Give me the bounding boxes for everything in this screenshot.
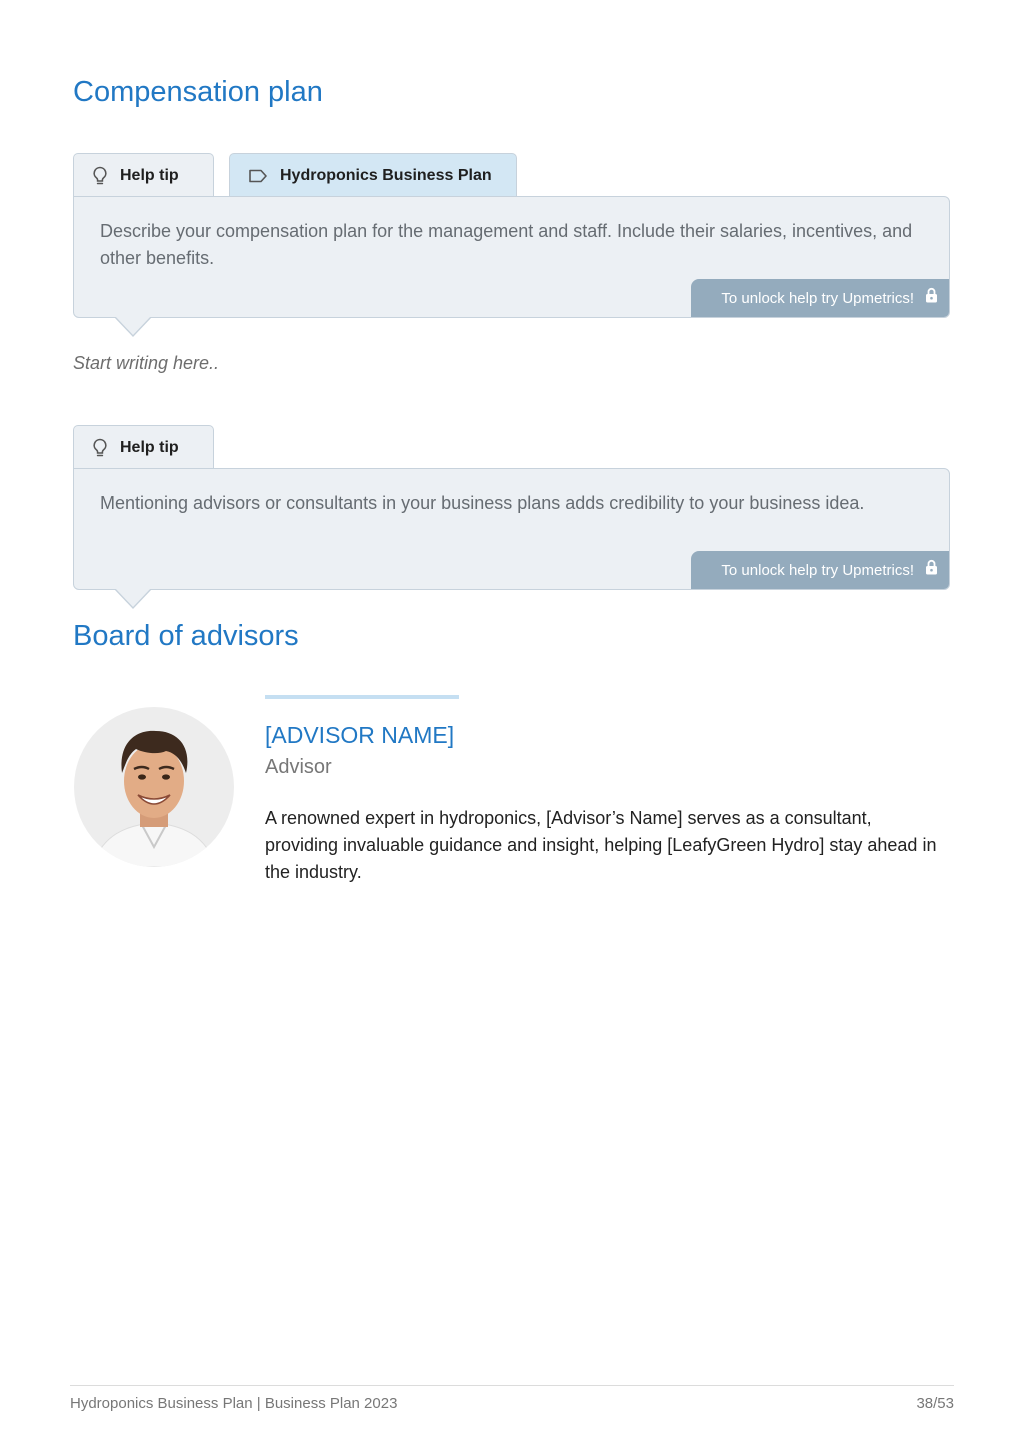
help-tip-box [73,196,950,318]
help-tip-tabs [73,425,950,469]
unlock-help-label: To unlock help try Upmetrics! [721,289,914,307]
help-tip-tabs [73,153,950,197]
help-tip-compensation [73,153,950,318]
lock-icon [925,285,938,312]
compensation-plan-heading: Compensation plan [73,76,323,108]
advisor-accent-bar [265,695,459,699]
lightbulb-icon [92,438,108,458]
lightbulb-icon [92,166,108,186]
board-of-advisors-heading: Board of advisors [73,620,299,652]
tab-help-tip[interactable] [73,425,214,469]
help-tip-advisors [73,425,950,590]
tab-help-tip[interactable] [73,153,214,197]
help-tip-text: Describe your compensation plan for the management and staff. Include their salaries, incentives, and other benefits. [100,221,913,268]
tab-plan-label: Hydroponics Business Plan [280,166,492,184]
advisor-role: Advisor [265,756,332,778]
unlock-help-button[interactable] [691,279,949,317]
tab-hydroponics-business-plan[interactable] [229,153,517,197]
tab-help-tip-label: Help tip [120,438,179,456]
footer-document-title: Hydroponics Business Plan | Business Plan 2023 [70,1395,398,1412]
footer-page-number: 38/53 [916,1395,954,1412]
tip-pointer [114,317,152,337]
tag-icon [248,168,268,184]
help-tip-text: Mentioning advisors or consultants in your business plans adds credibility to your business idea. [100,493,865,513]
lock-icon [925,557,938,584]
tip-pointer [114,589,152,609]
advisor-bio: A renowned expert in hydroponics, [Advisor’s Name] serves as a consultant, providing invaluable guidance and insight, helping [LeafyGreen Hydro] stay ahead in the industry. [265,808,937,882]
unlock-help-label: To unlock help try Upmetrics! [721,561,914,579]
tab-help-tip-label: Help tip [120,166,179,184]
footer-divider [70,1385,954,1386]
help-tip-box [73,468,950,590]
unlock-help-button[interactable] [691,551,949,589]
start-writing-placeholder[interactable]: Start writing here.. [73,353,220,373]
advisor-photo [74,707,234,867]
advisor-name: [ADVISOR NAME] [265,722,455,748]
